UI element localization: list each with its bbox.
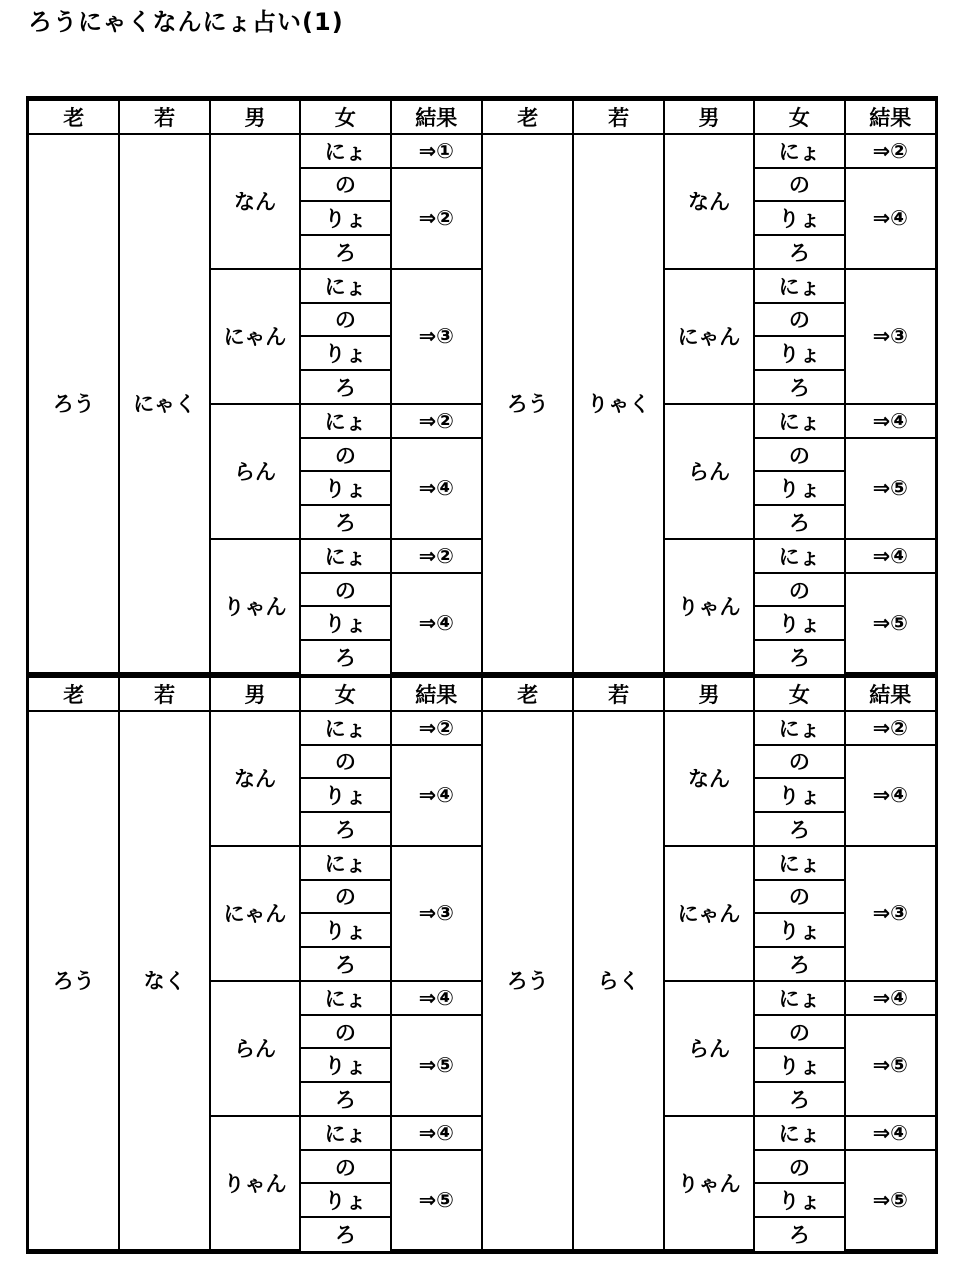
table-row (29, 711, 481, 745)
fortune-block (482, 98, 936, 675)
header-row (483, 100, 935, 134)
female-cell: の (300, 1150, 390, 1184)
result-cell: ⇒② (391, 168, 481, 269)
female-cell: ろ (300, 1217, 390, 1250)
fortune-block (28, 98, 482, 675)
result-cell: ⇒④ (845, 981, 935, 1015)
female-cell: りょ (300, 1183, 390, 1217)
female-cell: の (754, 438, 844, 472)
old-cell: ろう (29, 711, 119, 1250)
column-header: 若 (573, 677, 663, 711)
female-cell: にょ (754, 846, 844, 880)
male-cell: にゃん (664, 846, 754, 981)
female-cell: りょ (754, 778, 844, 812)
male-cell: なん (664, 711, 754, 846)
column-header: 結果 (845, 677, 935, 711)
column-header: 女 (754, 100, 844, 134)
male-cell: にゃん (664, 269, 754, 404)
fortune-block (482, 675, 936, 1252)
header-row (29, 677, 481, 711)
female-cell: ろ (300, 1082, 390, 1116)
result-cell: ⇒⑤ (845, 1015, 935, 1116)
result-cell: ⇒③ (845, 269, 935, 404)
result-cell: ⇒④ (391, 981, 481, 1015)
male-cell: らん (664, 404, 754, 539)
female-cell: にょ (754, 711, 844, 745)
fortune-table (29, 99, 481, 674)
column-header: 女 (300, 677, 390, 711)
young-cell: りゃく (573, 134, 663, 673)
result-cell: ⇒⑤ (845, 438, 935, 539)
table-row (483, 134, 935, 168)
column-header: 男 (664, 677, 754, 711)
male-cell: りゃん (664, 1116, 754, 1250)
column-header: 男 (210, 100, 300, 134)
female-cell: ろ (754, 812, 844, 846)
fortune-table (483, 99, 935, 674)
result-cell: ⇒① (391, 134, 481, 168)
male-cell: にゃん (210, 846, 300, 981)
female-cell: りょ (754, 1048, 844, 1082)
female-cell: りょ (754, 201, 844, 235)
old-cell: ろう (29, 134, 119, 673)
female-cell: にょ (754, 404, 844, 438)
female-cell: にょ (300, 404, 390, 438)
female-cell: ろ (300, 235, 390, 269)
female-cell: にょ (300, 1116, 390, 1150)
male-cell: りゃん (664, 539, 754, 673)
male-cell: りゃん (210, 1116, 300, 1250)
old-cell: ろう (483, 134, 573, 673)
female-cell: ろ (754, 640, 844, 673)
female-cell: りょ (300, 1048, 390, 1082)
young-cell: なく (119, 711, 209, 1250)
young-cell: にゃく (119, 134, 209, 673)
female-cell: りょ (300, 201, 390, 235)
female-cell: ろ (300, 370, 390, 404)
female-cell: の (754, 573, 844, 607)
female-cell: にょ (754, 981, 844, 1015)
female-cell: ろ (754, 370, 844, 404)
table-row (29, 134, 481, 168)
female-cell: の (300, 303, 390, 337)
result-cell: ⇒⑤ (845, 1150, 935, 1250)
female-cell: にょ (754, 134, 844, 168)
female-cell: ろ (754, 235, 844, 269)
column-header: 女 (754, 677, 844, 711)
female-cell: の (754, 880, 844, 914)
female-cell: にょ (300, 539, 390, 573)
old-cell: ろう (483, 711, 573, 1250)
female-cell: ろ (300, 812, 390, 846)
female-cell: にょ (300, 981, 390, 1015)
female-cell: にょ (300, 846, 390, 880)
female-cell: りょ (300, 606, 390, 640)
female-cell: の (300, 880, 390, 914)
column-header: 男 (664, 100, 754, 134)
female-cell: にょ (754, 1116, 844, 1150)
male-cell: らん (210, 981, 300, 1116)
female-cell: の (300, 438, 390, 472)
result-cell: ⇒④ (845, 745, 935, 846)
result-cell: ⇒⑤ (391, 1015, 481, 1116)
female-cell: にょ (300, 134, 390, 168)
male-cell: なん (664, 134, 754, 269)
fortune-tables (26, 96, 938, 1254)
result-cell: ⇒④ (391, 438, 481, 539)
column-header: 老 (29, 100, 119, 134)
female-cell: りょ (754, 1183, 844, 1217)
fortune-block (28, 675, 482, 1252)
male-cell: にゃん (210, 269, 300, 404)
female-cell: にょ (300, 269, 390, 303)
male-cell: なん (210, 134, 300, 269)
result-cell: ⇒④ (391, 745, 481, 846)
female-cell: りょ (754, 913, 844, 947)
female-cell: りょ (754, 606, 844, 640)
female-cell: にょ (754, 269, 844, 303)
female-cell: りょ (754, 471, 844, 505)
male-cell: りゃん (210, 539, 300, 673)
female-cell: にょ (754, 539, 844, 573)
result-cell: ⇒⑤ (845, 573, 935, 673)
male-cell: なん (210, 711, 300, 846)
column-header: 若 (119, 100, 209, 134)
result-cell: ⇒③ (845, 846, 935, 981)
column-header: 若 (573, 100, 663, 134)
female-cell: の (300, 745, 390, 779)
female-cell: の (300, 1015, 390, 1049)
female-cell: の (754, 1150, 844, 1184)
result-cell: ⇒⑤ (391, 1150, 481, 1250)
column-header: 結果 (845, 100, 935, 134)
female-cell: の (754, 1015, 844, 1049)
column-header: 若 (119, 677, 209, 711)
result-cell: ⇒③ (391, 846, 481, 981)
female-cell: ろ (300, 640, 390, 673)
header-row (29, 100, 481, 134)
female-cell: の (754, 168, 844, 202)
female-cell: ろ (300, 505, 390, 539)
male-cell: らん (664, 981, 754, 1116)
column-header: 女 (300, 100, 390, 134)
female-cell: ろ (754, 505, 844, 539)
page-title: ろうにゃくなんにょ占い(1) (28, 8, 344, 36)
result-cell: ⇒② (391, 539, 481, 573)
result-cell: ⇒④ (845, 404, 935, 438)
column-header: 老 (483, 100, 573, 134)
column-header: 老 (29, 677, 119, 711)
table-row (483, 711, 935, 745)
female-cell: ろ (754, 1082, 844, 1116)
female-cell: りょ (754, 336, 844, 370)
female-cell: りょ (300, 913, 390, 947)
female-cell: ろ (754, 947, 844, 981)
column-header: 結果 (391, 100, 481, 134)
result-cell: ⇒② (391, 404, 481, 438)
male-cell: らん (210, 404, 300, 539)
young-cell: らく (573, 711, 663, 1250)
result-cell: ⇒② (845, 134, 935, 168)
result-cell: ⇒④ (391, 1116, 481, 1150)
female-cell: の (754, 303, 844, 337)
result-cell: ⇒② (391, 711, 481, 745)
female-cell: ろ (754, 1217, 844, 1250)
fortune-table (483, 676, 935, 1251)
result-cell: ⇒② (845, 711, 935, 745)
result-cell: ⇒④ (845, 1116, 935, 1150)
header-row (483, 677, 935, 711)
column-header: 結果 (391, 677, 481, 711)
result-cell: ⇒④ (845, 168, 935, 269)
female-cell: りょ (300, 778, 390, 812)
result-cell: ⇒④ (845, 539, 935, 573)
column-header: 老 (483, 677, 573, 711)
female-cell: ろ (300, 947, 390, 981)
female-cell: の (300, 573, 390, 607)
female-cell: りょ (300, 471, 390, 505)
female-cell: りょ (300, 336, 390, 370)
result-cell: ⇒④ (391, 573, 481, 673)
female-cell: にょ (300, 711, 390, 745)
female-cell: の (300, 168, 390, 202)
female-cell: の (754, 745, 844, 779)
column-header: 男 (210, 677, 300, 711)
fortune-table (29, 676, 481, 1251)
result-cell: ⇒③ (391, 269, 481, 404)
